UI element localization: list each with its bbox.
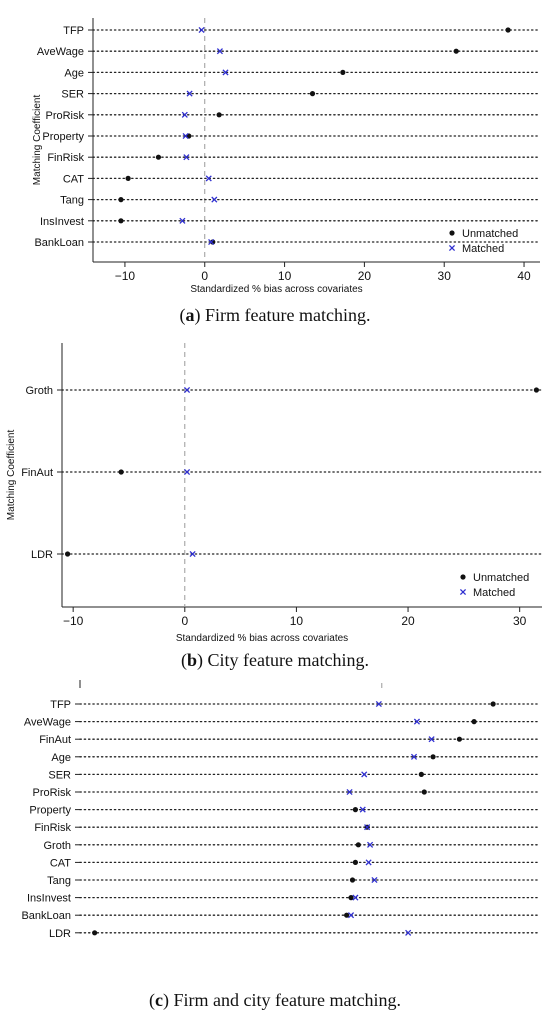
unmatched-point [217, 112, 222, 117]
y-tick-label-bankloan: BankLoan [21, 910, 71, 923]
y-tick-label-groth: Groth [25, 385, 53, 397]
y-tick-label-finrisk: FinRisk [47, 152, 84, 165]
x-tick-label: 30 [512, 614, 527, 628]
unmatched-point [118, 218, 123, 223]
chart-firm-feature-matching [0, 0, 550, 300]
y-tick-label-finrisk: FinRisk [34, 822, 71, 835]
y-tick-label-finaut: FinAut [21, 467, 53, 479]
y-tick-label-tfp: TFP [50, 699, 71, 711]
unmatched-point [419, 772, 424, 777]
y-axis-label: Matching Coefficient [32, 94, 43, 186]
legend-unmatched-label: Unmatched [473, 572, 530, 584]
matched-point [362, 772, 367, 777]
unmatched-point [491, 701, 496, 706]
y-tick-label-prorisk: ProRisk [45, 109, 84, 122]
y-tick-label-age: Age [51, 751, 71, 764]
unmatched-point [340, 70, 345, 75]
unmatched-point [353, 860, 358, 865]
y-tick-label-ldr: LDR [30, 549, 53, 561]
x-tick-label: 0 [181, 614, 189, 628]
x-tick-label: 40 [517, 269, 531, 283]
x-tick-label: −10 [62, 614, 84, 628]
caption-a: (a) Firm feature matching. [179, 305, 371, 325]
chart-firm-and-city-feature-matching [0, 680, 550, 1005]
legend-matched-marker [460, 589, 465, 594]
y-tick-label-cat: CAT [62, 173, 84, 186]
unmatched-point [92, 930, 97, 935]
unmatched-point [454, 49, 459, 54]
unmatched-point [119, 469, 124, 474]
y-tick-label-tang: Tang [60, 194, 84, 207]
y-axis-label: Matching Coefficient [6, 429, 17, 521]
y-tick-label-insinvest: InsInvest [26, 892, 71, 905]
y-tick-label-prorisk: ProRisk [32, 787, 71, 799]
x-tick-label: 20 [401, 614, 415, 628]
unmatched-point [422, 789, 427, 794]
legend-matched-label: Matched [473, 587, 516, 599]
unmatched-point [356, 842, 361, 847]
y-tick-label-ser: SER [61, 88, 84, 101]
x-axis-label: Standardized % bias across covariates [190, 284, 363, 295]
x-tick-label: 10 [289, 614, 304, 628]
y-tick-label-groth: Groth [43, 839, 71, 852]
unmatched-point [471, 719, 476, 724]
legend-unmatched-label: Unmatched [462, 228, 519, 240]
y-tick-label-age: Age [64, 67, 84, 80]
matched-point [199, 27, 204, 32]
legend-matched-marker [449, 245, 454, 250]
y-tick-label-finaut: FinAut [39, 734, 71, 747]
y-tick-label-tang: Tang [47, 875, 71, 887]
x-tick-label: 30 [437, 269, 451, 283]
matched-point [366, 860, 371, 865]
unmatched-point [126, 176, 131, 181]
caption-c: (c) Firm and city feature matching. [149, 990, 401, 1010]
caption-b: (b) City feature matching. [181, 650, 369, 670]
y-tick-label-cat: CAT [49, 857, 71, 870]
y-tick-label-ser: SER [48, 769, 71, 782]
y-tick-label-property: Property [42, 131, 84, 143]
y-tick-label-avewage: AveWage [23, 716, 71, 729]
unmatched-point [430, 754, 435, 759]
unmatched-point [156, 155, 161, 160]
unmatched-point [350, 877, 355, 882]
y-tick-label-insinvest: InsInvest [39, 215, 84, 228]
unmatched-point [534, 387, 539, 392]
y-tick-label-bankloan: BankLoan [34, 237, 84, 249]
legend-unmatched-marker [460, 574, 465, 579]
x-tick-label: 20 [357, 269, 372, 283]
unmatched-point [353, 807, 358, 812]
x-axis-label: Standardized % bias across covariates [175, 633, 349, 644]
x-tick-label: −10 [114, 269, 136, 283]
matched-point [212, 197, 217, 202]
x-tick-label: 0 [201, 269, 209, 283]
chart-city-feature-matching [0, 335, 550, 645]
legend-matched-label: Matched [462, 243, 505, 255]
unmatched-point [65, 551, 70, 556]
unmatched-point [118, 197, 123, 202]
y-tick-label-tfp: TFP [63, 25, 84, 37]
legend-unmatched-marker [449, 230, 454, 235]
y-tick-label-property: Property [29, 804, 71, 817]
unmatched-point [310, 91, 315, 96]
unmatched-point [505, 27, 510, 32]
y-tick-label-ldr: LDR [48, 927, 71, 940]
x-tick-label: 10 [277, 269, 292, 283]
y-tick-label-avewage: AveWage [36, 46, 84, 59]
unmatched-point [457, 737, 462, 742]
